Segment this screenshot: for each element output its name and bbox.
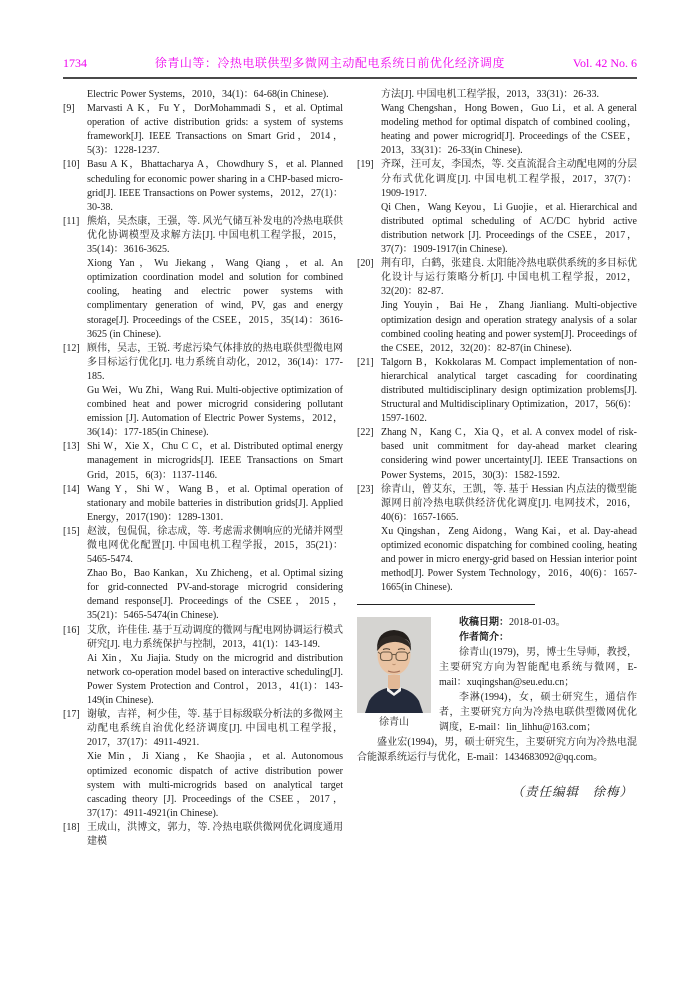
references-section [63, 88, 637, 849]
reference-body [87, 342, 343, 441]
reference-text: Zhang N，Kang C，Xia Q，et al. A convex model of risk-based unit commitment for day-ahead market clearing considering wind power uncertainty[J]. IEEE Transactions on Power Systems，2015，30(3)：1582-1592. [381, 427, 637, 481]
bio-intro-label: 作者简介： [459, 632, 509, 644]
reference-number: [16] [63, 624, 80, 636]
reference-text: 齐琛，汪可友，李国杰，等. 交直流混合主动配电网的分层分布式优化调度[J]. 中国电机工程学报，2017，37(7)：1909-1917. [381, 159, 637, 199]
reference-item [63, 483, 343, 525]
reference-body [87, 525, 343, 624]
reference-body [381, 257, 637, 356]
reference-item [63, 624, 343, 709]
reference-body [87, 624, 343, 709]
author-photo-block [357, 617, 431, 729]
reference-number: [20] [357, 258, 374, 270]
reference-body [87, 158, 343, 214]
reference-text: Electric Power Systems，2010，34(1)：64-68(in Chinese). [87, 89, 329, 100]
reference-item [63, 342, 343, 441]
reference-text: Ai Xin，Xu Jiajia. Study on the microgrid and distribution network co-operation model based on interactive scheduling[J]. Power System Protection and Control，2013，41(1)：143-149(in Chinese). [87, 652, 343, 707]
header-rule [63, 77, 637, 79]
reference-number: [10] [63, 159, 80, 171]
reference-item [63, 88, 343, 102]
reference-number [63, 88, 87, 102]
reference-item [357, 356, 637, 426]
page-header [63, 56, 637, 70]
references-column-left [63, 88, 343, 849]
bio-separator-rule [357, 604, 535, 605]
reference-number: [19] [357, 159, 374, 171]
page-number: 1734 [63, 56, 87, 70]
author-bio-entry: 徐青山(1979)，男，博士生导师，教授，主要研究方向为智能配电系统与微网，E-mail：xuqingshan@seu.edu.cn； [439, 647, 637, 689]
reference-text: 谢敏，吉祥，柯少佳，等. 基于目标级联分析法的多微网主动配电系统自治优化经济调度[J]. 中国电机工程学报，2017，37(17)：4911-4921. [87, 709, 343, 749]
reference-item [63, 215, 343, 342]
reference-body [87, 440, 343, 482]
reference-text: 赵波，包侃侃，徐志成，等. 考虑需求侧响应的光储并网型微电网优化配置[J]. 中国电机工程学报，2015，35(21)：5465-5474. [87, 525, 343, 566]
reference-text: Gu Wei，Wu Zhi，Wang Rui. Multi-objective optimization of combined heat and power microgrid considering pollutant emission [J]. Automation of Electric Power Systems，2012，36(14)：177-185(in Chinese). [87, 384, 343, 439]
reference-number: [14] [63, 483, 80, 495]
reference-text: Wang Chengshan，Hong Bowen，Guo Li，et al. A general modeling method for optimal dispatch of combined cooling，heating and power microgrid[J]. Proceedings of the CSEE，2013，33(31)：26-33(in Chinese). [381, 103, 637, 157]
reference-text: Xie Min，Ji Xiang，Ke Shaojia，et al. Autonomous optimized economic dispatch of active distribution power system with multi-microgrids based on analytical target cascading theory [J]. Proceedings of the CSEE，2017，37(17)：4911-4921(in Chinese). [87, 751, 343, 819]
reference-item [63, 708, 343, 821]
reference-item [63, 102, 343, 158]
reference-text: 艾欣，许佳佳. 基于互动调度的微网与配电网协调运行模式研究[J]. 电力系统保护与控制，2013，41(1)：143-149. [87, 624, 343, 650]
reference-body [381, 426, 637, 482]
reference-body [381, 356, 637, 426]
reference-text: Xu Qingshan，Zeng Aidong，Wang Kai，et al. Day-ahead optimized economic dispatching for combined cooling, heating and power in micro energy-grid based on Hessian interior point method[J]. Power System Technology，2016，40(6)：1657-1665(in Chinese). [381, 525, 637, 594]
reference-body [381, 158, 637, 257]
received-date-value: 2018-01-03。 [509, 617, 566, 629]
reference-number: [12] [63, 342, 80, 354]
reference-text: Zhao Bo，Bao Kankan，Xu Zhicheng，et al. Optimal sizing for grid-connected PV-and-storage microgrid considering demand response[J]. Proceedings of the CSEE，2015，35(21)：5465-5474(in Chinese). [87, 568, 343, 622]
reference-text: Jing Youyin，Bai He，Zhang Jianliang. Multi-objective optimization design and operation strategy analysis of a solar combined cooling heating and power system[J]. Proceedings of the CSEE，2012，32(20)：82-87(in Chinese). [381, 300, 637, 354]
reference-number: [15] [63, 525, 80, 537]
reference-body [87, 708, 343, 821]
reference-number: [9] [63, 103, 75, 115]
reference-number [357, 88, 381, 158]
reference-text: Xiong Yan，Wu Jiekang，Wang Qiang，et al. An optimization coordination model and solution for combined cooling, heating and electric power systems with complimentary generation of wind, PV, gas and energy storage[J]. Proceedings of the CSEE，2015，35(14)：3616-3625 (in Chinese). [87, 258, 343, 340]
reference-text: Shi W，Xie X，Chu C C，et al. Distributed optimal energy management in microgrids[J]. IEEE Transactions on Smart Grid，2015，6(3)：1137-1146. [87, 441, 343, 481]
reference-number: [13] [63, 441, 80, 453]
received-date-label: 收稿日期： [459, 617, 509, 629]
reference-item [357, 88, 637, 158]
references-list-right [357, 88, 637, 595]
reference-body [87, 215, 343, 342]
reference-text: 顾伟，吴志，王锐. 考虑污染气体排放的热电联供型微电网多目标运行优化[J]. 电力系统自动化，2012，36(14)：177-185. [87, 342, 343, 382]
reference-text: Basu A K，Bhattacharya A，Chowdhury S，et al. Planned scheduling for economic power sharing in a CHP-based micro-grid[J]. IEEE Transactions on Power systems，2012，27(1)：30-38. [87, 159, 343, 213]
author-bio [357, 615, 637, 800]
author-bio-entry: 李淋(1994)，女，硕士研究生，通信作者，主要研究方向为冷热电联供型微网优化调度，E-mail：lin_lihhu@163.com； [439, 692, 637, 734]
reference-item [63, 158, 343, 214]
reference-item [63, 821, 343, 849]
reference-text: Wang Y，Shi W，Wang B，et al. Optimal operation of stationary and mobile batteries in distribution grids[J]. Applied Energy，2017(190)：1289-1301. [87, 483, 343, 523]
running-title: 徐青山等：冷热电联供型多微网主动配电系统日前优化经济调度 [154, 56, 505, 70]
reference-number: [18] [63, 821, 80, 833]
reference-number: [23] [357, 483, 374, 495]
reference-number: [17] [63, 709, 80, 721]
author-photo [357, 617, 431, 713]
reference-body [381, 88, 637, 158]
reference-body [87, 88, 343, 102]
reference-text: 方法[J]. 中国电机工程学报，2013，33(31)：26-33. [381, 89, 600, 100]
reference-text: 荆有印，白鹤，张建良. 太阳能冷热电联供系统的多目标优化设计与运行策略分析[J]. 中国电机工程学报，2012，32(20)：82-87. [381, 258, 637, 298]
reference-text: Talgorn B，Kokkolaras M. Compact implementation of non-hierarchical analytical target cascading for coordinating distributed multidisciplinary design optimization problems[J]. Structural and Multidisciplinary Optimization，2017，56(6)：1597-1602. [381, 356, 637, 425]
reference-item [63, 525, 343, 624]
reference-item [357, 257, 637, 356]
author-photo-caption: 徐青山 [379, 717, 409, 729]
author-bio-entry: 盛业宏(1994)，男，硕士研究生，主要研究方向为冷热电混合能源系统运行与优化，E-mail：1434683092@qq.com。 [357, 737, 637, 764]
reference-body [87, 821, 343, 849]
reference-item [357, 483, 637, 596]
reference-number: [11] [63, 215, 80, 227]
reference-item [357, 426, 637, 482]
reference-text: Qi Chen，Wang Keyou，Li Guojie，et al. Hierarchical and distributed optimal scheduling of AC/DC hybrid active distribution network [J]. Proceedings of the CSEE，2017，37(7)：1909-1917(in Chinese). [381, 201, 637, 256]
reference-number: [21] [357, 356, 374, 368]
editor-note: （责任编辑 徐梅） [511, 785, 633, 800]
reference-item [357, 158, 637, 257]
reference-item [63, 440, 343, 482]
reference-text: Marvasti A K，Fu Y，DorMohammadi S，et al. Optimal operation of active distribution grids: a system of systems framework[J]. IEEE Transactions on Smart Grid，2014，5(3)：1228-1237. [87, 103, 343, 157]
reference-number: [22] [357, 427, 374, 439]
reference-body [87, 102, 343, 158]
references-column-right [357, 88, 637, 849]
reference-text: 王成山，洪博文，郭力，等. 冷热电联供微网优化调度通用建模 [87, 821, 343, 847]
volume-number: Vol. 42 No. 6 [572, 56, 637, 70]
reference-body [381, 483, 637, 596]
reference-body [87, 483, 343, 525]
reference-text: 熊焰，吴杰康，王强，等. 风光气储互补发电的冷热电联供优化协调模型及求解方法[J]. 中国电机工程学报，2015，35(14)：3616-3625. [87, 215, 343, 256]
reference-text: 徐青山，曾艾东，王凯，等. 基于 Hessian 内点法的微型能源网日前冷热电联供经济优化调度[J]. 电网技术，2016，40(6)：1657-1665. [381, 483, 637, 523]
